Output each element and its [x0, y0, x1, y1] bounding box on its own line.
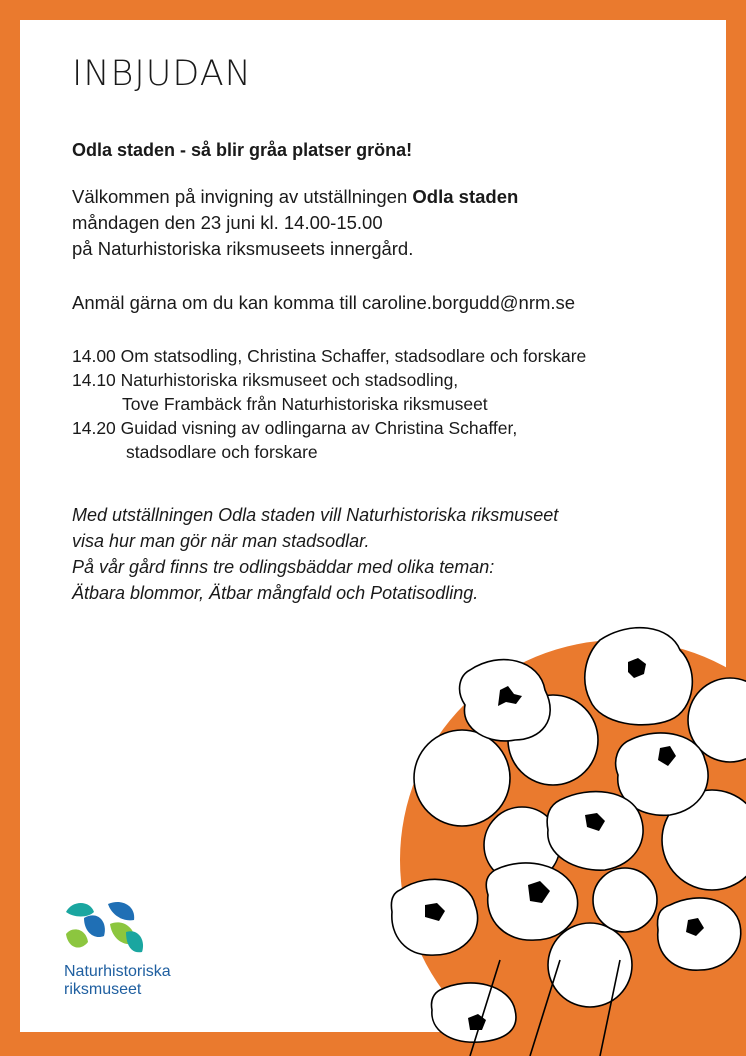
exhibition-description	[72, 502, 558, 606]
welcome-line-3: på Naturhistoriska riksmuseets innergård.	[72, 238, 414, 259]
schedule-item: 14.10 Naturhistoriska riksmuseet och stadsodling, Tove Frambäck från Naturhistoriska riksmuseet	[72, 370, 488, 414]
description-line: Med utställningen Odla staden vill Naturhistoriska riksmuseet	[72, 505, 559, 525]
page-title: INBJUDAN	[72, 54, 252, 94]
rsvp-line: Anmäl gärna om du kan komma till caroline.borgudd@nrm.se	[72, 292, 576, 313]
description-line: På vår gård finns tre odlingsbäddar med olika teman:	[72, 557, 495, 577]
description-line: Ätbara blommor, Ätbar mångfald och Potatisodling.	[72, 583, 479, 603]
welcome-paragraph	[72, 184, 518, 262]
schedule-list	[72, 344, 586, 464]
museum-name: Naturhistoriska riksmuseet	[64, 963, 171, 998]
welcome-line-1: Välkommen på invigning av utställningen Odla staden	[72, 186, 519, 207]
leaf	[414, 730, 510, 826]
schedule-item: 14.20 Guidad visning av odlingarna av Christina Schaffer, stadsodlare och forskare	[72, 418, 518, 462]
subtitle: Odla staden - så blir gråa platser gröna!	[72, 140, 413, 160]
exhibition-name: Odla staden	[412, 186, 519, 207]
museum-logo-icon	[64, 898, 146, 956]
description-line: visa hur man gör när man stadsodlar.	[72, 531, 370, 551]
welcome-line-2: måndagen den 23 juni kl. 14.00-15.00	[72, 212, 383, 233]
schedule-item: 14.00 Om statsodling, Christina Schaffer, stadsodlare och forskare	[72, 346, 587, 366]
